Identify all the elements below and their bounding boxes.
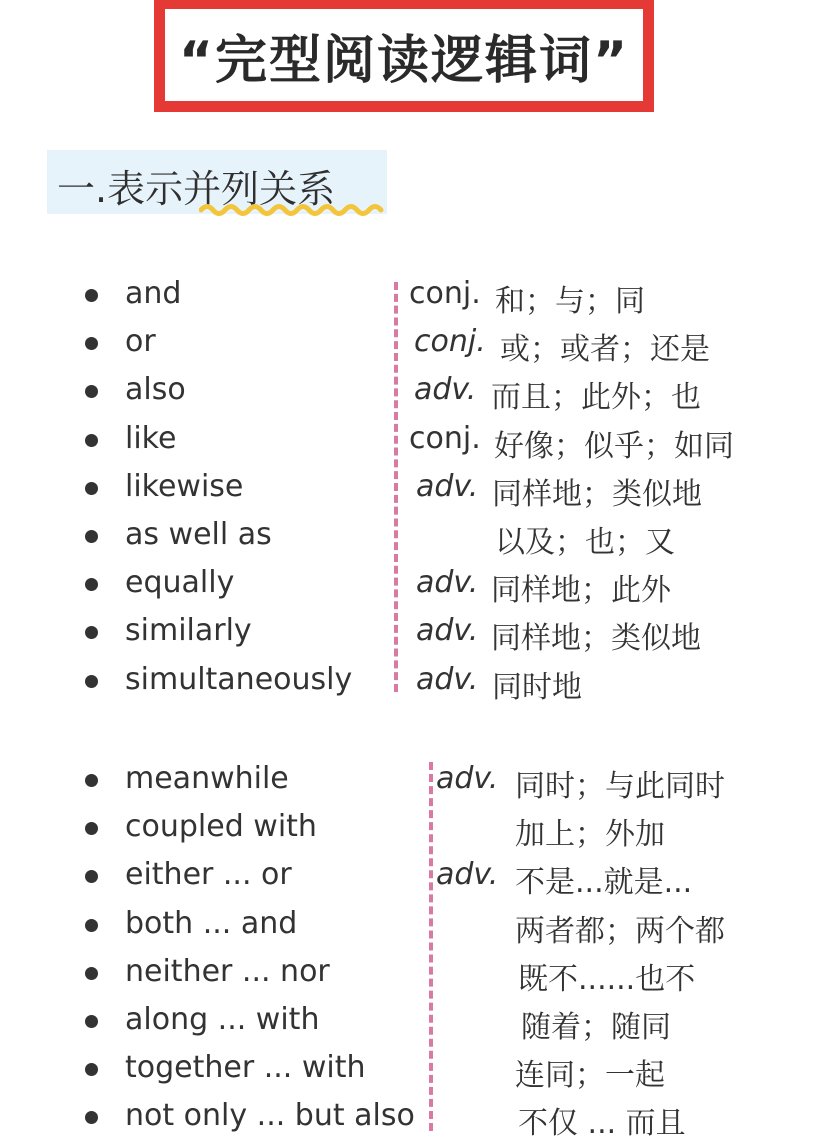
list-item bbox=[0, 417, 828, 464]
list-item bbox=[0, 805, 828, 853]
meaning-text: 或；或者；还是 bbox=[500, 332, 710, 368]
part-of-speech: adv. bbox=[416, 613, 479, 649]
bullet-icon bbox=[85, 870, 98, 883]
term-text: coupled with bbox=[125, 809, 317, 845]
term-text: also bbox=[125, 372, 186, 408]
meaning-text: 既不......也不 bbox=[518, 961, 696, 997]
list-item bbox=[0, 658, 828, 705]
meaning-text: 同时；与此同时 bbox=[515, 769, 725, 804]
list-item bbox=[0, 998, 828, 1045]
bullet-icon bbox=[85, 1111, 98, 1124]
list-item bbox=[0, 465, 828, 512]
bullet-icon bbox=[85, 1063, 98, 1076]
bullet-icon bbox=[85, 337, 98, 350]
meaning-text: 同样地；类似地 bbox=[492, 476, 702, 512]
part-of-speech: adv. bbox=[416, 565, 479, 601]
term-text: or bbox=[125, 324, 156, 360]
term-text: simultaneously bbox=[125, 661, 353, 697]
list-item bbox=[0, 272, 828, 319]
bullet-icon bbox=[85, 530, 98, 543]
meaning-text: 同样地；此外 bbox=[491, 573, 671, 609]
meaning-text: 两者都；两个都 bbox=[515, 913, 725, 949]
term-text: neither ... nor bbox=[125, 953, 330, 989]
meaning-text: 同时地 bbox=[492, 669, 582, 705]
term-text: equally bbox=[125, 565, 235, 601]
wavy-underline bbox=[199, 202, 389, 218]
list-item bbox=[0, 513, 828, 560]
bullet-icon bbox=[85, 385, 98, 398]
part-of-speech: adv. bbox=[436, 761, 499, 796]
list-item bbox=[0, 902, 828, 949]
meaning-text: 好像；似乎；如同 bbox=[494, 428, 734, 464]
list-item bbox=[0, 1046, 828, 1094]
term-text: and bbox=[125, 276, 182, 311]
term-text: either ... or bbox=[125, 857, 292, 893]
list-item bbox=[0, 561, 828, 609]
term-text: meanwhile bbox=[125, 761, 289, 796]
meaning-text: 以及；也；又 bbox=[495, 525, 675, 560]
page-title: “完型阅读逻辑词” bbox=[178, 30, 630, 91]
part-of-speech: adv. bbox=[416, 468, 479, 504]
bullet-icon bbox=[85, 434, 98, 447]
part-of-speech: adv. bbox=[416, 661, 479, 697]
bullet-icon bbox=[85, 822, 98, 835]
list-item bbox=[0, 853, 828, 901]
meaning-text: 加上；外加 bbox=[515, 817, 665, 853]
bullet-icon bbox=[85, 578, 98, 591]
list-item bbox=[0, 368, 828, 416]
meaning-text: 而且；此外；也 bbox=[491, 380, 701, 416]
title-banner bbox=[154, 0, 654, 112]
term-text: along ... with bbox=[125, 1002, 320, 1037]
list-item bbox=[0, 757, 828, 804]
list-item bbox=[0, 320, 828, 368]
term-text: similarly bbox=[125, 613, 252, 649]
list-item bbox=[0, 1094, 828, 1142]
meaning-text: 同样地；类似地 bbox=[491, 621, 701, 657]
term-text: both ... and bbox=[125, 905, 298, 941]
part-of-speech: adv. bbox=[414, 372, 477, 408]
term-text: not only ... but also bbox=[125, 1098, 415, 1134]
meaning-text: 不是...就是... bbox=[515, 865, 693, 901]
bullet-icon bbox=[85, 774, 98, 787]
meaning-text: 和；与；同 bbox=[495, 284, 645, 319]
list-item bbox=[0, 609, 828, 657]
term-text: as well as bbox=[125, 517, 272, 552]
bullet-icon bbox=[85, 482, 98, 495]
part-of-speech: conj. bbox=[414, 324, 486, 360]
bullet-icon bbox=[85, 1015, 98, 1028]
part-of-speech: adv. bbox=[436, 857, 499, 893]
bullet-icon bbox=[85, 626, 98, 639]
meaning-text: 随着；随同 bbox=[521, 1010, 671, 1045]
part-of-speech: conj. bbox=[409, 420, 481, 456]
meaning-text: 不仅 ... 而且 bbox=[518, 1106, 686, 1142]
bullet-icon bbox=[85, 289, 98, 302]
part-of-speech: conj. bbox=[409, 276, 481, 311]
meaning-text: 连同；一起 bbox=[515, 1058, 665, 1094]
term-text: like bbox=[125, 420, 177, 456]
bullet-icon bbox=[85, 967, 98, 980]
section-title: 一.表示并列关系 bbox=[57, 167, 336, 211]
list-item bbox=[0, 950, 828, 997]
bullet-icon bbox=[85, 919, 98, 932]
bullet-icon bbox=[85, 675, 98, 688]
section-heading bbox=[47, 150, 387, 214]
term-text: together ... with bbox=[125, 1050, 366, 1086]
term-text: likewise bbox=[125, 468, 244, 504]
